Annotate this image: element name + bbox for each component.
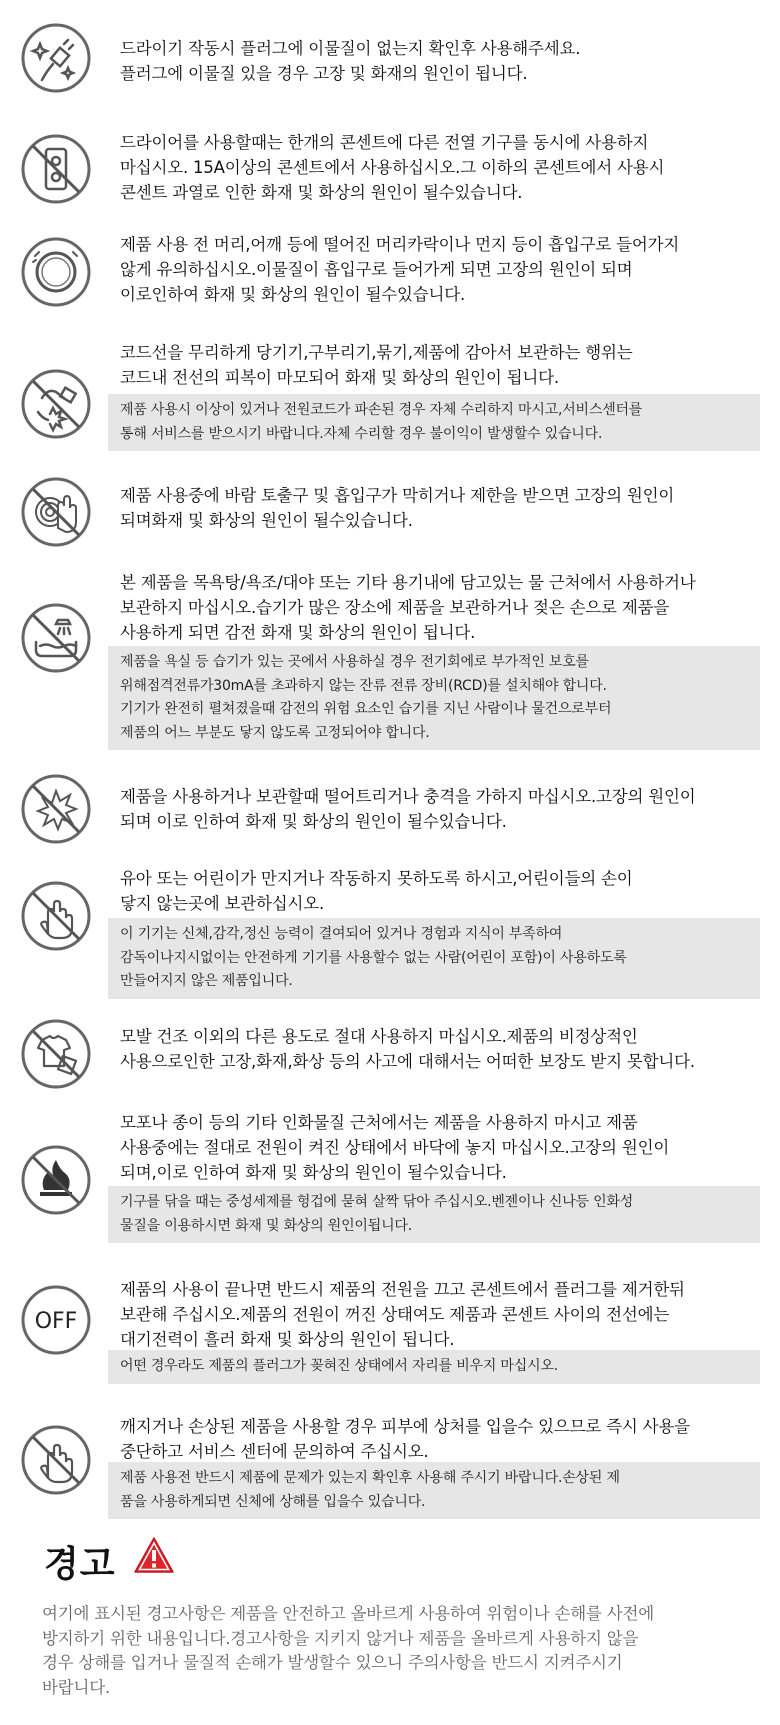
no-impact-icon	[20, 773, 92, 845]
caution-text: 제품 사용 전 머리,어깨 등에 떨어진 머리카락이나 먼지 등이 흡입구로 들어가지 않게 유의하십시오.이물질이 흡입구로 들어가게 되면 고장의 원인이 되며 이로인하여 화재 및 화상의 원인이 될수있습니다.	[120, 235, 680, 304]
air-inlet-icon	[20, 236, 92, 308]
warning-title: 경고	[44, 1544, 116, 1585]
plug-sparkle-icon	[20, 22, 92, 94]
caution-text: 유아 또는 어린이가 만지거나 작동하지 못하도록 하시고,어린이들의 손이 닿지 않는곳에 보관하십시오.	[120, 869, 633, 913]
no-bath-icon	[20, 602, 92, 674]
warning-triangle-icon	[133, 1536, 175, 1574]
caution-text: 제품을 사용하거나 보관할때 떨어트리거나 충격을 가하지 마십시오.고장의 원인이 되며 이로 인하여 화재 및 화상의 원인이 될수있습니다.	[120, 787, 696, 831]
caution-text: 드라이기 작동시 플러그에 이물질이 없는지 확인후 사용해주세요. 플러그에 이물질 있을 경우 고장 및 화재의 원인이 됩니다.	[120, 39, 581, 83]
no-pull-cord-icon	[20, 368, 92, 440]
caution-note: 기구를 닦을 때는 중성세제를 헝겁에 묻혀 살짝 닦아 주십시오.벤젠이나 신나등 인화성 물질을 이용하시면 화재 및 화상의 원인이됩니다.	[108, 1186, 760, 1243]
caution-note: 제품 사용전 반드시 제품에 문제가 있는지 확인후 사용해 주시기 바랍니다.손상된 제 품을 사용하게되면 신체에 상해를 입을수 있습니다.	[108, 1462, 760, 1519]
caution-text: 모포나 종이 등의 기타 인화물질 근처에서는 제품을 사용하지 마시고 제품 사용중에는 절대로 전원이 켜진 상태에서 바닥에 놓지 마십시오.고장의 원인이 되며,이로 인하여 화재 및 화상의 원인이 될수있습니다.	[120, 1113, 670, 1182]
caution-text: 드라이어를 사용할때는 한개의 콘센트에 다른 전열 기구를 동시에 사용하지 마십시오. 15A이상의 콘센트에서 사용하십시오.그 이하의 콘센트에서 사용시 콘센트 과열로 인한 화재 및 화상의 원인이 될수있습니다.	[120, 133, 665, 202]
caution-note: 제품 사용시 이상이 있거나 전원코드가 파손된 경우 자체 수리하지 마시고,서비스센터를 통해 서비스를 받으시기 바랍니다.자체 수리할 경우 불이익이 발생할수 있습니다.	[108, 394, 760, 451]
caution-text: 본 제품을 목욕탕/욕조/대야 또는 기타 용기내에 담고있는 물 근처에서 사용하거나 보관하지 마십시오.습기가 많은 장소에 제품을 보관하거나 젖은 손으로 제품을 사용하게 되면 감전 화재 및 화상의 원인이 됩니다.	[120, 573, 696, 642]
power-off-icon	[20, 1284, 92, 1356]
caution-text: 모발 건조 이외의 다른 용도로 절대 사용하지 마십시오.제품의 비정상적인 사용으로인한 고장,화재,화상 등의 사고에 대해서는 어떠한 보장도 받지 못합니다.	[120, 1027, 695, 1071]
no-damaged-use-icon	[20, 1424, 92, 1496]
caution-note: 이 기기는 신체,감각,정신 능력이 결여되어 있거나 경험과 지식이 부족하여 감독이나지시없이는 안전하게 기기를 사용할수 없는 사람(어린이 포함)이 사용하도록 만들어지지 않은 제품입니다.	[108, 918, 760, 999]
caution-text: 깨지거나 손상된 제품을 사용할 경우 피부에 상처를 입을수 있으므로 즉시 사용을 중단하고 서비스 센터에 문의하여 주십시오.	[120, 1417, 690, 1461]
off-label: OFF	[34, 1309, 78, 1334]
no-child-hand-icon	[20, 880, 92, 952]
caution-text: 제품 사용중에 바람 토출구 및 흡입구가 막히거나 제한을 받으면 고장의 원인이 되며화재 및 화상의 원인이 될수있습니다.	[120, 486, 675, 530]
caution-note: 어떤 경우라도 제품의 플러그가 꽂혀진 상태에서 자리를 비우지 마십시오.	[108, 1350, 760, 1384]
no-clothes-drying-icon	[20, 1018, 92, 1090]
no-multi-outlet-icon	[20, 133, 92, 205]
warning-text: 여기에 표시된 경고사항은 제품을 안전하고 올바르게 사용하여 위험이나 손해를 사전에 방지하기 위한 내용입니다.경고사항을 지키지 않거나 제품을 올바르게 사용하지 않을 경우 상해를 입거나 물질적 손해가 발생할수 있으니 주의사항을 반드시 지켜주시기 바랍니다.	[42, 1604, 655, 1697]
caution-text: 제품의 사용이 끝나면 반드시 제품의 전원을 끄고 콘센트에서 플러그를 제거한뒤 보관해 주십시오.제품의 전원이 꺼진 상태여도 제품과 콘센트 사이의 전선에는 대기전력이 흘러 화재 및 화상의 원인이 됩니다.	[120, 1280, 685, 1349]
no-flammable-icon	[20, 1144, 92, 1216]
caution-note: 제품을 욕실 등 습기가 있는 곳에서 사용하실 경우 전기회에로 부가적인 보호를 위해점격전류가30mA를 초과하지 않는 잔류 전류 장비(RCD)를 설치해야 합니다. 기기가 완전히 펼쳐졌을때 감전의 위험 요소인 습기를 지닌 사람이나 물건으로부터 제품의 어느 부분도 닿지 않도록 고정되어야 합니다.	[108, 646, 760, 750]
caution-text: 코드선을 무리하게 당기기,구부리기,묶기,제품에 감아서 보관하는 행위는 코드내 전선의 피복이 마모되어 화재 및 화상의 원인이 됩니다.	[120, 343, 633, 387]
no-block-vent-icon	[20, 476, 92, 548]
